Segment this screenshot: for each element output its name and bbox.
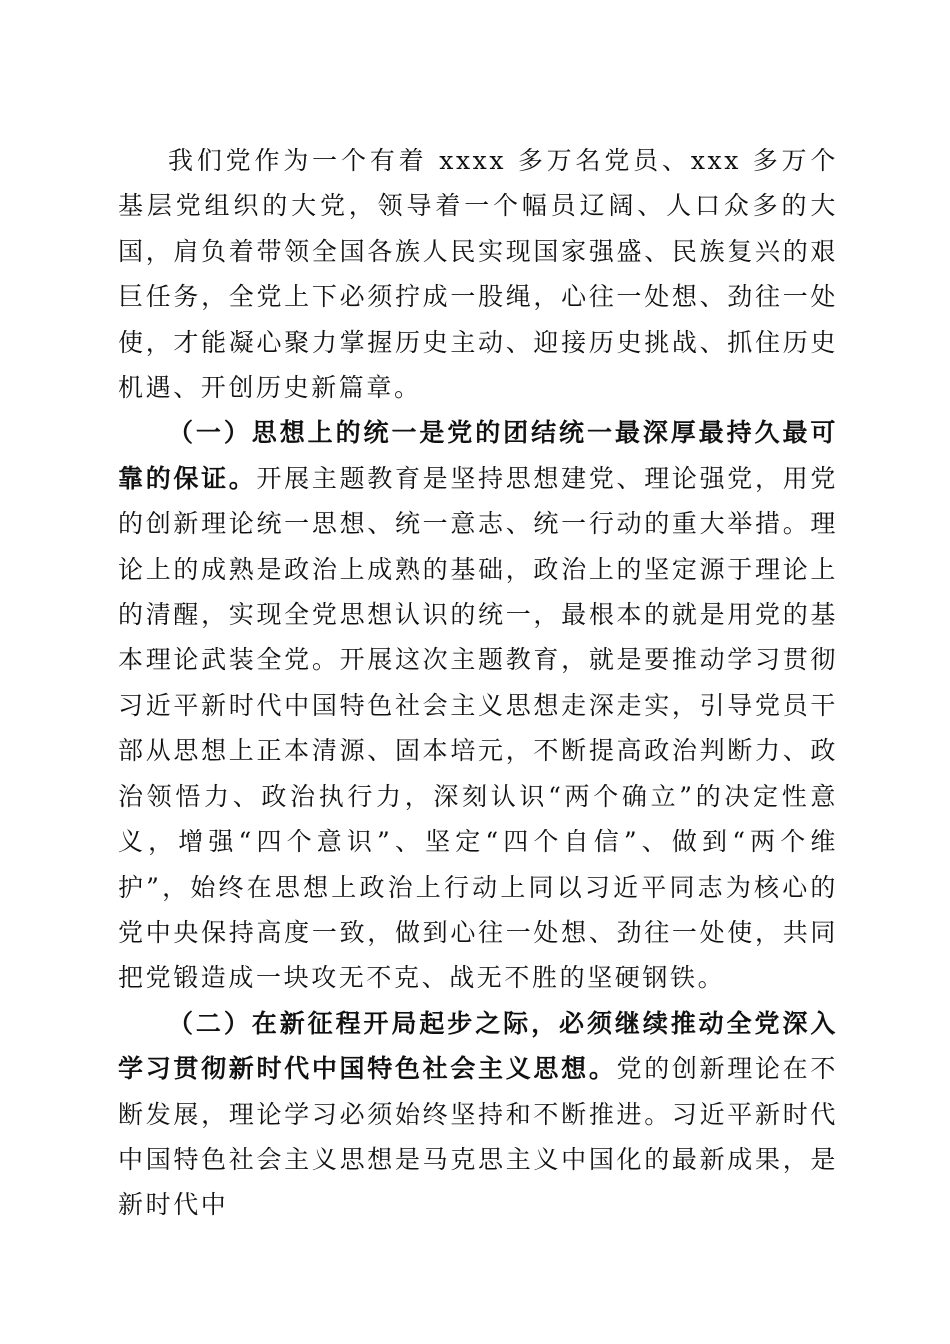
document-body <box>118 138 838 1228</box>
paragraph-intro <box>118 138 838 410</box>
paragraph-section-1 <box>118 410 838 1000</box>
paragraph-section-2 <box>118 1001 838 1228</box>
section-1-heading: （一）思想上的统一是党的团结统一最深厚最持久最可靠的保证。 <box>118 418 838 493</box>
section-2-heading: （二）在新征程开局起步之际，必须继续推动全党深入学习贯彻新时代中国特色社会主义思想。 <box>118 1008 838 1084</box>
section-2-text: 党的创新理论在不断发展，理论学习必须始终坚持和不断推进。习近平新时代中国特色社会主义思想是马克思主义中国化的最新成果，是新时代中 <box>118 1054 838 1220</box>
paragraph-intro-text: 我们党作为一个有着 xxxx 多万名党员、xxx 多万个基层党组织的大党，领导着一个幅员辽阔、人口众多的大国，肩负着带领全国各族人民实现国家强盛、民族复兴的艰巨任务，全党上下必须拧成一股绳，心往一处想、劲往一处使，才能凝心聚力掌握历史主动、迎接历史挑战、抓住历史机遇、开创历史新篇章。 <box>118 146 838 403</box>
section-1-text: 开展主题教育是坚持思想建党、理论强党，用党的创新理论统一思想、统一意志、统一行动的重大举措。理论上的成熟是政治上成熟的基础，政治上的坚定源于理论上的清醒，实现全党思想认识的统一，最根本的就是用党的基本理论武装全党。开展这次主题教育，就是要推动学习贯彻习近平新时代中国特色社会主义思想走深走实，引导党员干部从思想上正本清源、固本培元，不断提高政治判断力、政治领悟力、政治执行力，深刻认识“两个确立”的决定性意义，增强“四个意识”、坚定“四个自信”、做到“两个维护”，始终在思想上政治上行动上同以习近平同志为核心的党中央保持高度一致，做到心往一处想、劲往一处使，共同把党锻造成一块攻无不克、战无不胜的坚硬钢铁。 <box>118 463 838 993</box>
